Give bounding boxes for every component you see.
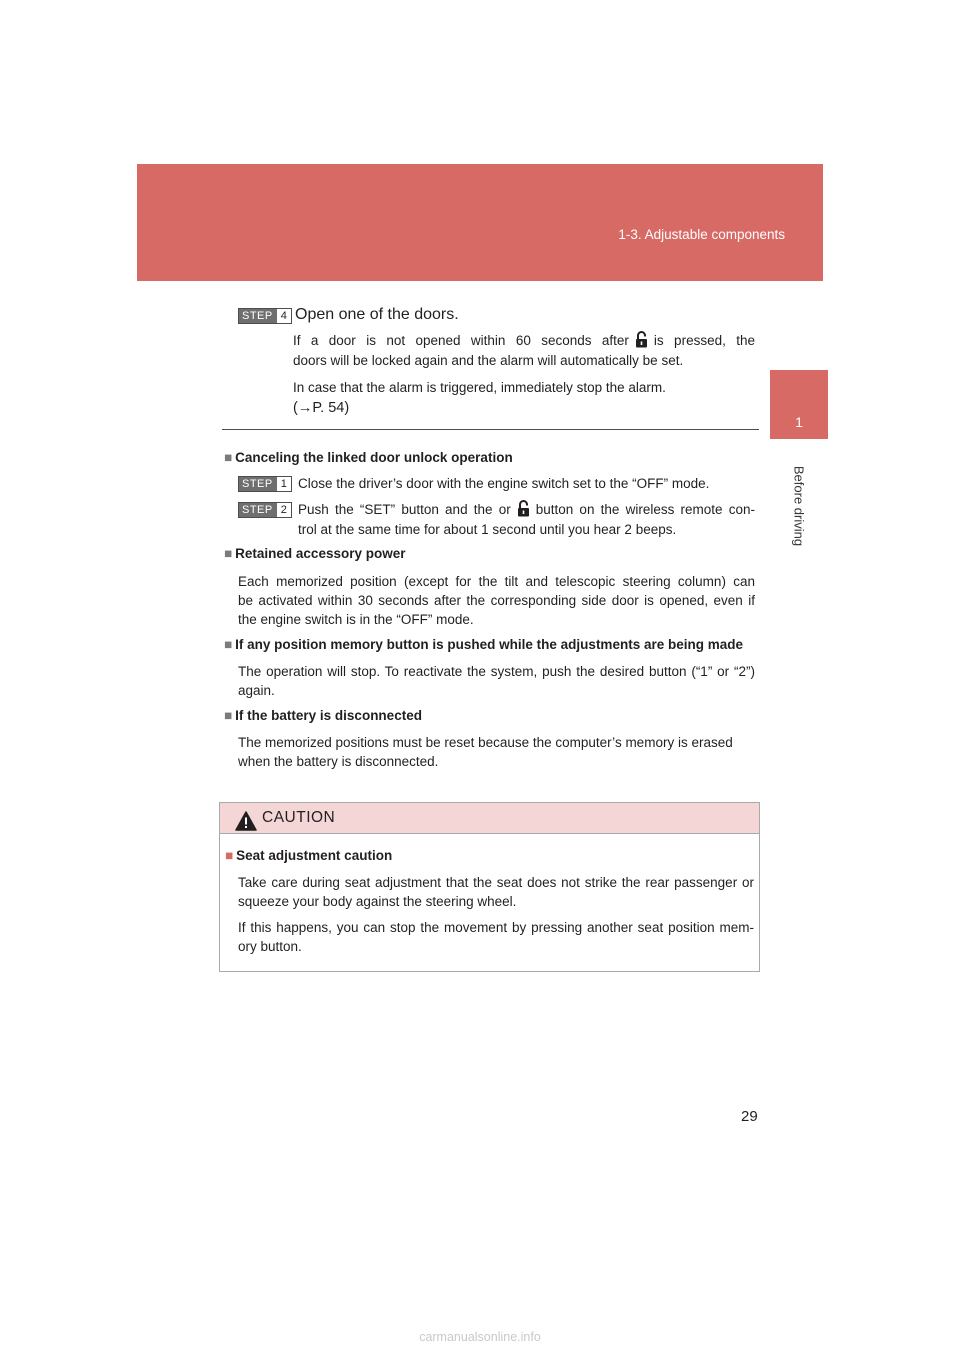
memory-button-heading-text: If any position memory button is pushed while the adjustments are being made [235,637,743,652]
watermark: carmanualsonline.info [419,1330,541,1344]
step-2-line-1 [298,500,755,520]
step-2-line-1b: button on the wireless remote con- [535,502,755,517]
header-band [137,164,823,281]
step-2-tag [238,502,292,518]
chapter-label-text: Before driving [791,465,807,547]
caution-heading [225,847,392,865]
page-number: 29 [741,1108,758,1125]
section-title: 1-3. Adjustable components [618,227,785,242]
bullet-square: ■ [224,450,233,465]
step-word: STEP [239,477,277,491]
step-1-text: Close the driver’s door with the engine switch set to the “OFF” mode. [298,476,710,491]
caution-line-4: ory button. [238,939,302,954]
caution-heading-text: Seat adjustment caution [236,848,393,863]
step-4-tag [238,308,292,324]
canceling-heading [224,449,513,467]
step-word: STEP [239,309,277,323]
bullet-square: ■ [224,546,233,561]
retained-line-3: the engine switch is in the “OFF” mode. [238,612,474,627]
retained-heading-text: Retained accessory power [235,546,406,561]
retained-heading [224,545,405,563]
battery-heading [224,707,422,725]
bullet-square: ■ [225,848,234,863]
step-1-tag [238,476,292,492]
caution-header [220,803,759,834]
warning-triangle-icon [235,811,257,831]
step-number: 1 [277,477,291,491]
memory-button-line-2: again. [238,683,275,698]
caution-box [219,802,760,972]
step-4-title: Open one of the doors. [295,306,459,323]
retained-line-2: be activated within 30 seconds after the corresponding side door is opened, even if [238,593,755,608]
battery-line-2: when the battery is disconnected. [238,754,439,769]
chapter-number: 1 [795,414,803,430]
step-4-line-1b: is pressed, the [653,333,755,348]
memory-button-heading [224,636,743,654]
bullet-square: ■ [224,637,233,652]
caution-line-3: If this happens, you can stop the movement by pressing another seat position mem- [238,920,754,935]
caution-title: CAUTION [262,809,336,826]
battery-line-1: The memorized positions must be reset because the computer’s memory is erased [238,735,733,750]
step-word: STEP [239,503,277,517]
memory-button-line-1: The operation will stop. To reactivate the system, push the desired button (“1” or “2”) [238,664,755,679]
divider [222,429,759,430]
chapter-label [787,451,811,561]
chapter-tab[interactable] [770,370,828,439]
battery-heading-text: If the battery is disconnected [235,708,422,723]
retained-line-1: Each memorized position (except for the tilt and telescopic steering column) can [238,574,755,589]
page-reference-link[interactable]: (→P. 54) [293,400,350,416]
canceling-heading-text: Canceling the linked door unlock operation [235,450,513,465]
unlock-icon [635,331,648,348]
step-4-line-2: doors will be locked again and the alarm will automatically be set. [293,353,684,368]
bullet-square: ■ [224,708,233,723]
step-4-line-1 [293,331,755,351]
unlock-icon [517,500,530,517]
step-4-line-3: In case that the alarm is triggered, immediately stop the alarm. [293,380,666,395]
step-number: 4 [277,309,291,323]
step-4-line-1a: If a door is not opened within 60 seconds after [293,333,629,348]
step-2-line-2: trol at the same time for about 1 second until you hear 2 beeps. [298,522,677,537]
step-2-line-1a: Push the “SET” button and the or [298,502,511,517]
caution-line-2: squeeze your body against the steering wheel. [238,894,517,909]
caution-line-1: Take care during seat adjustment that the seat does not strike the rear passenger or [238,875,754,890]
step-number: 2 [277,503,291,517]
